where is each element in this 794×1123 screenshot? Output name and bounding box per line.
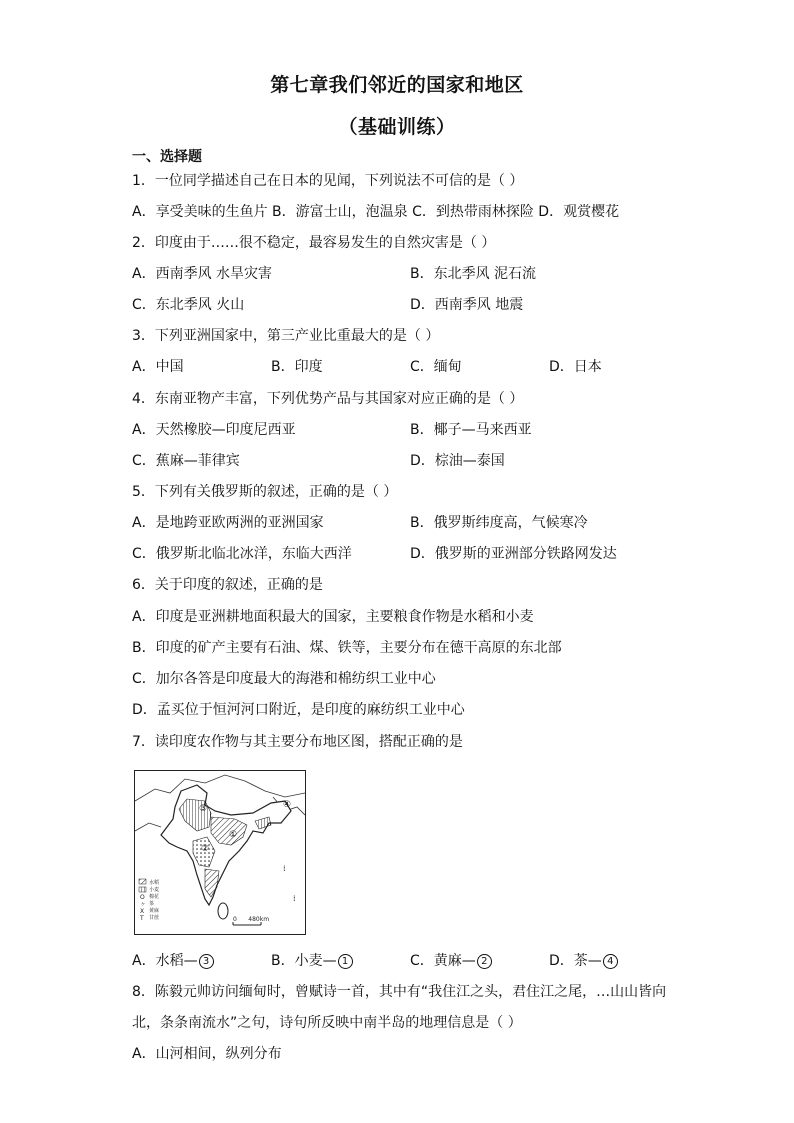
legend-sugarcane: 甘蔗 <box>149 915 160 921</box>
question-3-option-a: A．中国 <box>132 359 184 375</box>
doc-title: 第七章我们邻近的国家和地区 <box>270 74 524 96</box>
legend-tea: 茶 <box>149 901 155 907</box>
legend-wheat: 小麦 <box>149 887 160 893</box>
question-1-stem: 1．一位同学描述自己在日本的见闻，下列说法不可信的是（ ） <box>132 173 524 189</box>
question-4-option-a: A．天然橡胶—印度尼西亚 <box>132 422 296 438</box>
question-4-stem: 4．东南亚物产丰富，下列优势产品与其国家对应正确的是（ ） <box>132 391 524 407</box>
question-8-stem: 8．陈毅元帅访问缅甸时，曾赋诗一首，其中有“我住江之头，君住江之尾，…山山皆向 <box>132 984 667 1000</box>
question-7-option-d <box>549 952 618 970</box>
question-7-option-c <box>410 952 492 970</box>
question-2-option-a: A．西南季风 水旱灾害 <box>132 266 273 282</box>
question-2-stem: 2．印度由于……很不稳定，最容易发生的自然灾害是（ ） <box>132 235 496 251</box>
question-6-option-b: B．印度的矿产主要有石油、煤、铁等，主要分布在德干高原的东北部 <box>132 640 562 656</box>
map-label-3: ③ <box>199 804 208 814</box>
question-2-option-d: D．西南季风 地震 <box>410 297 524 313</box>
question-4-option-d: D．棕油—泰国 <box>410 453 505 469</box>
question-8-stem-cont: 北，条条南流水”之句，诗句所反映中南半岛的地理信息是（ ） <box>132 1015 522 1031</box>
question-5-option-c: C．俄罗斯北临北冰洋，东临大西洋 <box>132 546 352 562</box>
legend-rice: 水稻 <box>149 880 160 886</box>
question-5-option-b: B．俄罗斯纬度高，气候寒冷 <box>410 515 588 531</box>
question-4-option-b: B．椰子—马来西亚 <box>410 422 532 438</box>
section-heading: 一、选择题 <box>132 149 202 165</box>
question-6-option-d: D．孟买位于恒河河口附近，是印度的麻纺织工业中心 <box>132 702 465 718</box>
doc-subtitle: （基础训练） <box>338 116 456 138</box>
question-6-option-a: A．印度是亚洲耕地面积最大的国家，主要粮食作物是水稻和小麦 <box>132 609 534 625</box>
question-7-option-b <box>271 952 353 970</box>
svg-text:O: O <box>140 894 145 901</box>
question-7-option-a <box>132 952 214 970</box>
svg-text:X: X <box>140 908 145 915</box>
legend-cotton: 棉花 <box>149 894 160 900</box>
map-label-2: ② <box>201 844 210 854</box>
question-2-option-c: C．东北季风 火山 <box>132 297 245 313</box>
question-3-option-d: D．日本 <box>549 359 602 375</box>
option-d-text: D．茶— <box>549 953 602 969</box>
question-5-option-a: A．是地跨亚欧两洲的亚洲国家 <box>132 515 324 531</box>
india-crop-map <box>134 770 306 935</box>
question-5-stem: 5．下列有关俄罗斯的叙述，正确的是（ ） <box>132 484 398 500</box>
map-label-4: ④ <box>283 800 292 810</box>
question-5-option-d: D．俄罗斯的亚洲部分铁路网发达 <box>410 546 617 562</box>
question-2-option-b: B．东北季风 泥石流 <box>410 266 537 282</box>
circled-number: 3 <box>199 954 214 969</box>
question-3-option-b: B．印度 <box>271 359 323 375</box>
india-map-illustration <box>135 771 305 934</box>
question-8-option-a: A．山河相间，纵列分布 <box>132 1046 282 1062</box>
svg-text:T: T <box>140 915 144 922</box>
svg-text:ヶ: ヶ <box>140 901 147 908</box>
svg-text:⁞: ⁞ <box>293 894 296 903</box>
question-6-option-c: C．加尔各答是印度最大的海港和棉纺织工业中心 <box>132 671 436 687</box>
option-a-text: A．水稻— <box>132 953 198 969</box>
circled-number: 2 <box>477 954 492 969</box>
question-4-option-c: C．蕉麻—菲律宾 <box>132 453 240 469</box>
question-7-stem: 7．读印度农作物与其主要分布地区图，搭配正确的是 <box>132 734 463 750</box>
map-label-1: ① <box>229 830 238 840</box>
map-scale: 0 480km <box>233 916 270 923</box>
svg-text:⁞: ⁞ <box>283 864 286 873</box>
circled-number: 1 <box>338 954 353 969</box>
legend-jute: 黄麻 <box>149 908 160 914</box>
question-6-stem: 6．关于印度的叙述，正确的是 <box>132 577 323 593</box>
circled-number: 4 <box>603 954 618 969</box>
question-3-option-c: C．缅甸 <box>410 359 462 375</box>
question-3-stem: 3．下列亚洲国家中，第三产业比重最大的是（ ） <box>132 328 440 344</box>
option-c-text: C．黄麻— <box>410 953 476 969</box>
question-1-options: A．享受美味的生鱼片 B．游富士山，泡温泉 C．到热带雨林探险 D．观赏樱花 <box>132 204 620 220</box>
option-b-text: B．小麦— <box>271 953 337 969</box>
